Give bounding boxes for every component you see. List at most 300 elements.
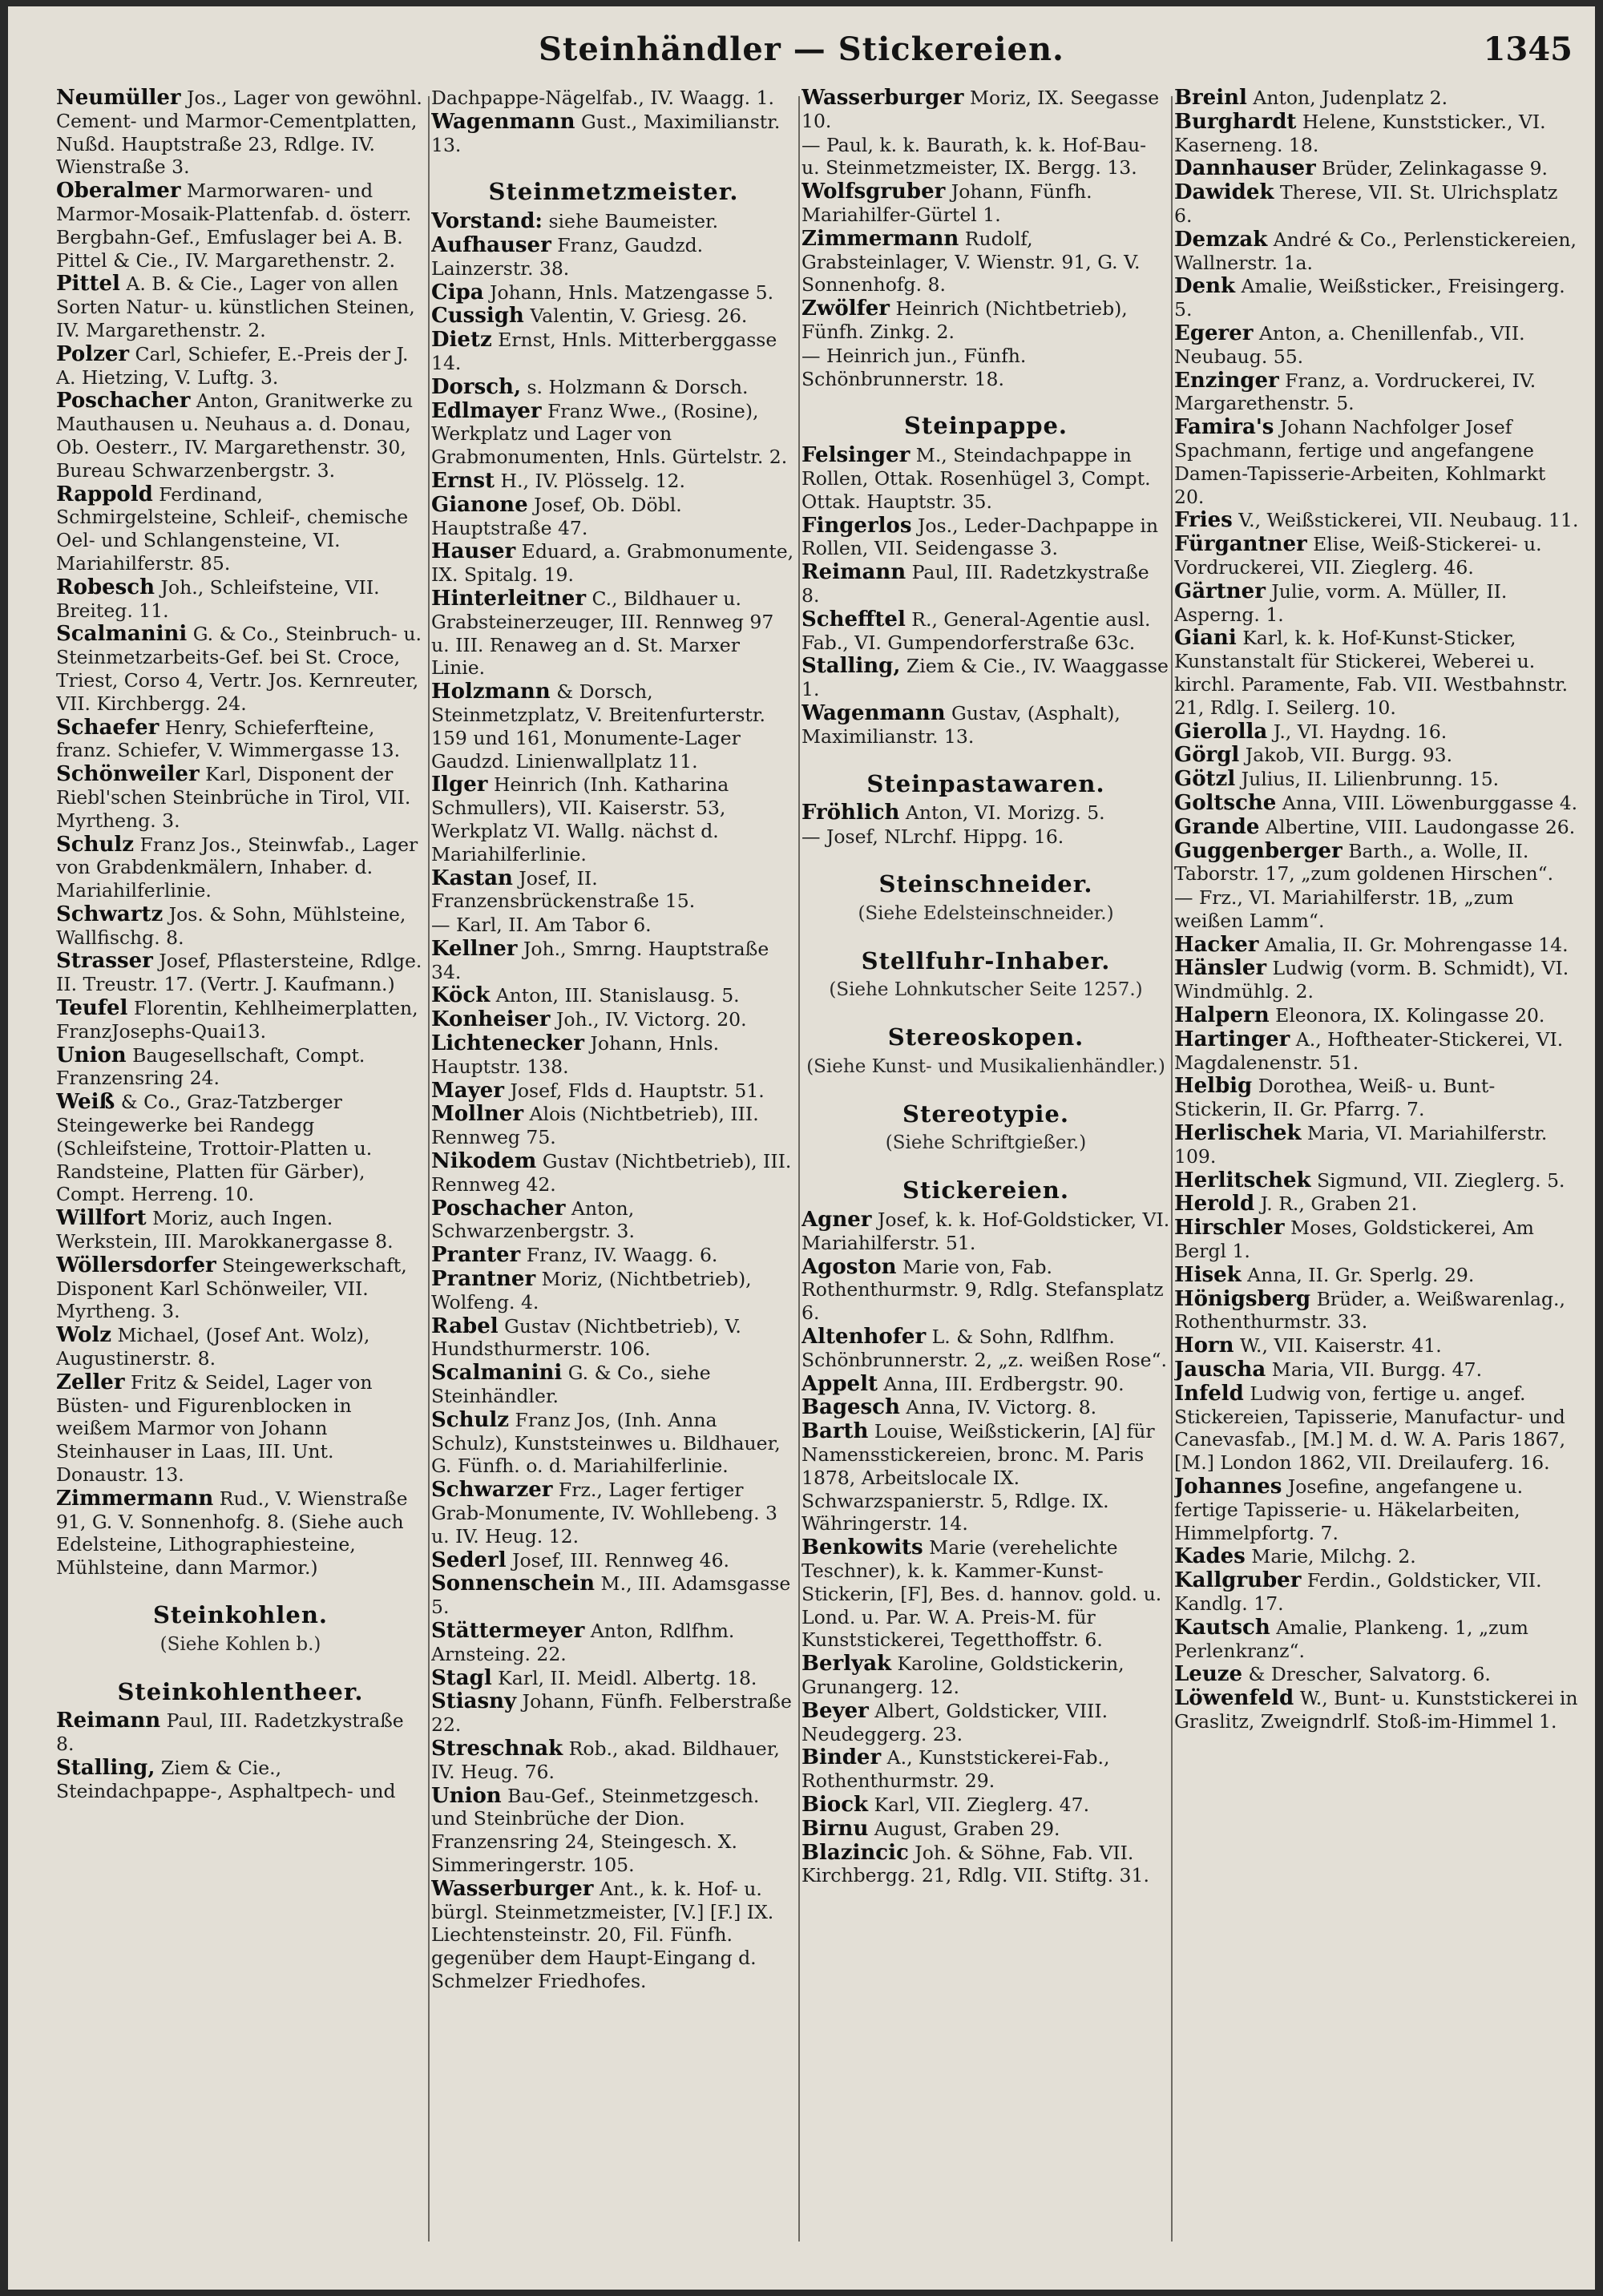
directory-entry — [1174, 228, 1579, 275]
entry-text: Johann Nachfolger Josef Spachmann, fertige und angefangene Damen-Tapisserie-Arbeiten, Kohlmarkt 20. — [1174, 416, 1546, 508]
directory-entry — [431, 867, 796, 914]
entry-text: Karl, II. Meidl. Albertg. 18. — [491, 1666, 757, 1689]
entry-text: Joh., IV. Victorg. 20. — [550, 1008, 747, 1031]
entry-text: — Heinrich jun., Fünfh. Schönbrunnerstr. 18. — [802, 344, 1027, 390]
directory-entry — [1174, 509, 1579, 532]
directory-entry — [1174, 1264, 1579, 1287]
entry-name: Stättermeyer — [431, 1619, 585, 1643]
entry-name: Willfort — [56, 1206, 147, 1231]
directory-entry — [56, 716, 425, 763]
directory-entry — [1174, 580, 1579, 627]
entry-name: Cussigh — [431, 304, 524, 329]
directory-entry — [1174, 369, 1579, 416]
entry-text: August, Graben 29. — [868, 1817, 1060, 1840]
entry-text: Franz Jos, (Inh. Anna Schulz), Kunststeinwes u. Bildhauer, G. Fünfh. o. d. Mariahilferlinie. — [431, 1408, 781, 1478]
entry-text: Heinrich (Nichtbetrieb), Fünfh. Zinkg. 2. — [802, 297, 1128, 343]
entry-text: Jos., Lager von gewöhnl. Cement- und Marmor-Cementplatten, Nußd. Hauptstraße 23, Rdlge. IV. Wienstraße 3. — [56, 87, 422, 179]
directory-entry — [1174, 1616, 1579, 1663]
directory-entry — [431, 680, 796, 773]
entry-name: Neumüller — [56, 87, 181, 110]
entry-text: Carl, Schiefer, E.-Preis der J. A. Hietzing, V. Luftg. 3. — [56, 342, 409, 389]
directory-entry — [802, 180, 1170, 227]
entry-name: Hisek — [1174, 1262, 1242, 1287]
directory-entry — [1174, 957, 1579, 1003]
entry-text: Amalia, II. Gr. Mohrengasse 14. — [1258, 933, 1569, 956]
directory-entry — [56, 343, 425, 389]
entry-text: Josef, III. Rennweg 46. — [506, 1548, 729, 1572]
entry-text: Bau-Gef., Steinmetzgesch. und Steinbrüche der Dion. Franzensring 24, Steingesch. X. Simmeringerstr. 105. — [431, 1784, 760, 1876]
column-rule — [428, 96, 430, 2242]
entry-text: Joh., Smrng. Hauptstraße 34. — [431, 937, 769, 983]
entry-text: Ernst, Hnls. Mitterberggasse 14. — [431, 329, 777, 374]
entry-name: Zeller — [56, 1370, 125, 1394]
entry-name: Kades — [1174, 1544, 1246, 1569]
entry-name: Egerer — [1174, 321, 1254, 345]
column-rule — [1171, 96, 1173, 2242]
entry-text: Josef, Ob. Döbl. Hauptstraße 47. — [431, 493, 682, 539]
directory-entry — [802, 1818, 1170, 1841]
directory-entry — [1174, 181, 1579, 228]
entry-name: Kallgruber — [1174, 1568, 1302, 1593]
entry-name: Wasserburger — [431, 1876, 594, 1901]
entry-name: Dietz — [431, 328, 492, 353]
see-reference: (Siehe Kohlen b.) — [159, 1633, 321, 1655]
entry-name: Helbig — [1174, 1074, 1253, 1099]
entry-name: Herlitschek — [1174, 1168, 1311, 1192]
directory-entry — [56, 763, 425, 832]
entry-text: Anton, III. Stanislausg. 5. — [490, 984, 740, 1007]
entry-text: Karl, VII. Zieglerg. 47. — [868, 1794, 1090, 1816]
entry-name: Union — [56, 1043, 127, 1067]
entry-name: Görgl — [1174, 743, 1240, 768]
entry-text: Frz., Lager fertiger Grab-Monumente, IV. Wohllebeng. 3 u. IV. Heug. 12. — [431, 1479, 777, 1547]
directory-entry — [56, 1324, 425, 1370]
entry-text: W., Bunt- u. Kunststickerei in Graslitz, Zweigndrlf. Stoß-im-Himmel 1. — [1174, 1687, 1578, 1733]
directory-entry — [802, 444, 1170, 513]
directory-entry — [802, 134, 1170, 180]
directory-entry — [56, 272, 425, 341]
entry-text: C., Bildhauer u. Grabsteinerzeuger, III. Rennweg 97 u. III. Renaweg an d. St. Marxer Linie. — [431, 587, 774, 680]
entry-name: Rabel — [431, 1313, 499, 1338]
entry-text: Dachpappe-Nägelfab., IV. Waagg. 1. — [431, 87, 775, 109]
entry-text: Maria, VII. Burgg. 47. — [1266, 1358, 1483, 1382]
directory-entry — [56, 1371, 425, 1487]
entry-text: Julie, vorm. A. Müller, II. Asperng. 1. — [1174, 579, 1508, 626]
entry-text: Josefine, angefangene u. fertige Tapisserie- u. Häkelarbeiten, Himmelpfortg. 7. — [1174, 1475, 1524, 1544]
entry-text: Eleonora, IX. Kolingasse 20. — [1269, 1004, 1545, 1027]
directory-entry — [802, 1536, 1170, 1652]
entry-name: Altenhofer — [802, 1325, 927, 1350]
entry-text: Alois (Nichtbetrieb), III. Rennweg 75. — [431, 1103, 759, 1149]
entry-text: Marie von, Fab. Rothenthurmstr. 9, Rdlg. Stefansplatz 6. — [802, 1255, 1164, 1325]
directory-entry — [802, 1746, 1170, 1793]
directory-entry — [1174, 1169, 1579, 1192]
entry-name: Teufel — [56, 996, 128, 1021]
entry-name: Schulz — [56, 832, 135, 857]
directory-entry — [1174, 627, 1579, 719]
entry-text: & Drescher, Salvatorg. 6. — [1242, 1663, 1491, 1686]
entry-text: J., VI. Haydng. 16. — [1267, 720, 1448, 743]
entry-text: Johann, Fünfh. Felberstraße 22. — [431, 1690, 792, 1737]
section-heading: Steinmetzmeister. — [488, 178, 739, 206]
entry-name: Hänsler — [1174, 956, 1267, 981]
entry-text: Brüder, Zelinkagasse 9. — [1315, 157, 1548, 180]
entry-text: Anton, Rdlfhm. Arnsteing. 22. — [431, 1620, 735, 1665]
entry-text: Rudolf, Grabsteinlager, V. Wienstr. 91, G. V. Sonnenhofg. 8. — [802, 227, 1141, 297]
entry-name: Biock — [802, 1793, 869, 1817]
entry-name: Dawidek — [1174, 180, 1274, 205]
directory-entry — [1174, 533, 1579, 579]
entry-text: Joh., Schleifsteine, VII. Breiteg. 11. — [56, 575, 380, 622]
directory-entry — [802, 297, 1170, 344]
section-heading: Steinschneider. — [878, 870, 1093, 898]
directory-entry — [431, 400, 796, 469]
entry-name: Rappold — [56, 482, 153, 506]
entry-text: Franz Wwe., (Rosine), Werkplatz und Lager von Grabmonumenten, Hnls. Gürtelstr. 2. — [431, 399, 788, 469]
directory-entry — [802, 1794, 1170, 1817]
entry-name: Barth — [802, 1419, 869, 1444]
entry-text: Fritz & Seidel, Lager von Büsten- und Figurenblocken in weißem Marmor von Johann Steinhauser in Laas, III. Unt. Donaustr. 13. — [56, 1370, 373, 1487]
entry-name: Wöllersdorfer — [56, 1253, 216, 1277]
directory-entry — [1174, 1004, 1579, 1027]
entry-name: Wagenmann — [802, 700, 946, 725]
see-reference: (Siehe Edelsteinschneider.) — [858, 902, 1114, 924]
directory-entry — [431, 1032, 796, 1079]
directory-entry — [802, 801, 1170, 825]
section-heading: Stereotypie. — [902, 1100, 1069, 1128]
directory-entry — [1174, 1192, 1579, 1216]
entry-text: Moriz, (Nichtbetrieb), Wolfeng. 4. — [431, 1268, 752, 1313]
directory-entry — [431, 1667, 796, 1690]
directory-entry — [56, 389, 425, 482]
entry-name: Cipa — [431, 280, 484, 305]
entry-text: — Paul, k. k. Baurath, k. k. Hof-Bau- u. Steinmetzmeister, IX. Bergg. 13. — [802, 133, 1147, 180]
directory-entry — [431, 1268, 796, 1314]
directory-entry — [431, 773, 796, 866]
entry-text: André & Co., Perlenstickereien, Wallnerstr. 1a. — [1174, 228, 1577, 274]
directory-entry — [431, 1103, 796, 1149]
entry-text: Ziem & Cie., Steindachpappe-, Asphaltpech- und — [56, 1756, 396, 1802]
entry-text: Anna, VIII. Löwenburggasse 4. — [1276, 791, 1578, 814]
entry-text: Josef, Flds d. Hauptstr. 51. — [503, 1079, 765, 1102]
entry-name: Pranter — [431, 1243, 521, 1268]
directory-entry — [431, 1150, 796, 1196]
directory-entry — [431, 1549, 796, 1572]
entry-name: Appelt — [802, 1371, 878, 1396]
entry-name: Hinterleitner — [431, 586, 587, 611]
column-4 — [1174, 87, 1579, 2274]
directory-entry — [431, 1244, 796, 1267]
entry-text: siehe Baumeister. — [543, 210, 719, 233]
entry-name: Wolfsgruber — [802, 180, 946, 204]
directory-entry — [431, 1737, 796, 1784]
entry-text: H., IV. Plösselg. 12. — [495, 469, 685, 492]
entry-text: Paul, III. Radetzkystraße 8. — [56, 1709, 404, 1756]
directory-entry — [431, 1572, 796, 1619]
directory-entry — [431, 1079, 796, 1103]
directory-entry — [56, 180, 425, 272]
entry-name: Zwölfer — [802, 297, 890, 321]
directory-entry — [1174, 1122, 1579, 1168]
entry-name: Fingerlos — [802, 513, 912, 538]
entry-name: Aufhauser — [431, 232, 551, 257]
column-rule — [798, 96, 800, 2242]
entry-name: Stiasny — [431, 1689, 517, 1714]
directory-entry — [431, 1620, 796, 1666]
entry-text: Amalie, Weißsticker., Freisingerg. 5. — [1174, 275, 1565, 321]
entry-text: Franz, Gaudzd. Lainzerstr. 38. — [431, 233, 704, 280]
entry-text: Marmorwaren- und Marmor-Mosaik-Plattenfab. d. österr. Bergbahn-Gef., Emfuslager bei A. B. Pittel & Cie., IV. Margarethenstr. 2. — [56, 180, 412, 272]
entry-name: Denk — [1174, 274, 1236, 299]
entry-text: Marie, Milchg. 2. — [1245, 1545, 1416, 1568]
entry-text: Jakob, VII. Burgg. 93. — [1239, 744, 1453, 767]
entry-text: Helene, Kunststicker., VI. Kaserneng. 18. — [1174, 110, 1546, 156]
entry-text: Franz, IV. Waagg. 6. — [520, 1244, 718, 1267]
column-1 — [56, 87, 425, 2274]
directory-entry — [431, 281, 796, 305]
directory-entry — [802, 825, 1170, 849]
entry-text: Elise, Weiß-Stickerei- u. Vordruckerei, VII. Zieglerg. 46. — [1174, 533, 1542, 579]
directory-entry — [431, 376, 796, 399]
directory-entry — [56, 483, 425, 575]
entry-name: Fröhlich — [802, 801, 900, 825]
entry-name: Famira's — [1174, 415, 1274, 440]
entry-name: Bagesch — [802, 1395, 900, 1420]
directory-entry — [431, 1690, 796, 1737]
entry-text: Brüder, a. Weißwarenlag., Rothenthurmstr. 33. — [1174, 1287, 1565, 1334]
entry-text: J. R., Graben 21. — [1254, 1192, 1418, 1216]
entry-text: Louise, Weißstickerin, [A] für Namensstickereien, bronc. M. Paris 1878, Arbeitslocale IX. Schwarzspanierstr. 5, Rdlge. IX. Währingerstr. 14. — [802, 1420, 1155, 1535]
entry-name: Wolz — [56, 1323, 112, 1348]
directory-entry — [56, 1709, 425, 1756]
entry-name: Schwartz — [56, 902, 164, 926]
directory-entry — [1174, 792, 1579, 815]
directory-entry — [802, 1652, 1170, 1699]
directory-entry — [1174, 111, 1579, 157]
entry-name: Schaefer — [56, 715, 159, 740]
column-2 — [431, 87, 796, 2274]
entry-text: Moriz, IX. Seegasse 10. — [802, 87, 1160, 132]
entry-name: Lichtenecker — [431, 1031, 584, 1056]
running-title: Steinhändler — Stickereien. — [539, 30, 1064, 68]
directory-entry — [56, 833, 425, 902]
directory-entry — [431, 305, 796, 328]
directory-entry — [431, 984, 796, 1007]
directory-entry — [1174, 1475, 1579, 1544]
directory-entry — [1174, 768, 1579, 791]
see-reference: (Siehe Kunst- und Musikalienhändler.) — [806, 1055, 1165, 1077]
entry-name: Hacker — [1174, 932, 1259, 957]
entry-text: Anton, Judenplatz 2. — [1246, 87, 1448, 109]
directory-entry — [431, 1785, 796, 1877]
directory-entry — [431, 587, 796, 680]
entry-text: Josef, Pflastersteine, Rdlge. II. Treustr. 17. (Vertr. J. Kaufmann.) — [56, 950, 422, 996]
entry-text: Ferdin., Goldsticker, VII. Kandlg. 17. — [1174, 1569, 1542, 1615]
page-header — [8, 30, 1595, 87]
entry-text: & Dorsch, Steinmetzplatz, V. Breitenfurterstr. 159 und 161, Monumente-Lager Gaudzd. Linienwallplatz 11. — [431, 680, 765, 773]
entry-text: Ludwig (vorm. B. Schmidt), VI. Windmühlg. 2. — [1174, 957, 1569, 1003]
entry-name: Löwenfeld — [1174, 1686, 1294, 1711]
entry-name: Scalmanini — [431, 1361, 563, 1386]
directory-entry — [431, 111, 796, 157]
directory-entry — [56, 576, 425, 623]
entry-name: Guggenberger — [1174, 838, 1343, 863]
entry-text: Anton, a. Chenillenfab., VII. Neubaug. 55. — [1174, 321, 1525, 368]
entry-name: Birnu — [802, 1816, 869, 1841]
directory-entry — [802, 87, 1170, 133]
entry-text: Marie (verehelichte Teschner), k. k. Kammer-Kunst-Stickerin, [F], Bes. d. hannov. gold. u. Lond. u. Par. W. A. Preis-M. für Kunststickerei, Tegetthoffstr. 6. — [802, 1536, 1162, 1652]
entry-text: Therese, VII. St. Ulrichsplatz 6. — [1174, 181, 1558, 227]
entry-text: s. Holzmann & Dorsch. — [521, 375, 749, 398]
entry-name: Hirschler — [1174, 1216, 1285, 1241]
directory-entry — [431, 1008, 796, 1031]
entry-name: Mayer — [431, 1078, 504, 1103]
directory-entry — [1174, 744, 1579, 767]
entry-text: M., III. Adamsgasse 5. — [431, 1572, 791, 1619]
column-3 — [802, 87, 1170, 2274]
directory-page — [8, 6, 1595, 2290]
directory-entry — [802, 655, 1170, 701]
directory-entry — [56, 623, 425, 715]
entry-name: Kellner — [431, 936, 518, 961]
entry-name: Halpern — [1174, 1003, 1270, 1028]
entry-text: Julius, II. Lilienbrunng. 15. — [1235, 768, 1500, 791]
directory-entry — [802, 1209, 1170, 1255]
directory-entry — [1174, 720, 1579, 744]
directory-entry — [802, 1420, 1170, 1535]
entry-text: V., Weißstickerei, VII. Neubaug. 11. — [1232, 509, 1579, 532]
entry-name: Schwarzer — [431, 1478, 553, 1503]
entry-name: Herlischek — [1174, 1121, 1302, 1146]
entry-text: G. & Co., Steinbruch- u. Steinmetzarbeits-Gef. bei St. Croce, Triest, Corso 4, Vertr. Jos. Kernreuter, VII. Kirchbergg. 24. — [56, 623, 422, 715]
entry-text: Dorothea, Weiß- u. Bunt-Stickerin, II. Gr. Pfarrg. 7. — [1174, 1075, 1496, 1121]
entry-text: Maria, VI. Mariahilferstr. 109. — [1174, 1122, 1548, 1168]
entry-name: Poschacher — [431, 1196, 566, 1221]
entry-text: Karoline, Goldstickerin, Grunangerg. 12. — [802, 1652, 1125, 1699]
section-heading: Stereoskopen. — [887, 1023, 1084, 1051]
section-heading: Steinkohlen. — [152, 1601, 329, 1628]
entry-name: Union — [431, 1783, 502, 1808]
entry-name: Zimmermann — [56, 1486, 214, 1511]
entry-name: Weiß — [56, 1090, 115, 1115]
entry-text: Gustav, (Asphalt), Maximilianstr. 13. — [802, 701, 1120, 748]
see-reference: (Siehe Lohnkutscher Seite 1257.) — [829, 979, 1143, 1001]
directory-entry — [1174, 816, 1579, 839]
entry-name: Gärtner — [1174, 579, 1266, 603]
entry-text: Moriz, auch Ingen. Werkstein, III. Marokkanergasse 8. — [56, 1207, 394, 1253]
entry-name: Breinl — [1174, 87, 1247, 110]
entry-name: Scalmanini — [56, 622, 188, 647]
entry-text: Franz Jos., Steinwfab., Lager von Grabdenkmälern, Inhaber. d. Mariahilferlinie. — [56, 833, 418, 902]
entry-name: Hönigsberg — [1174, 1286, 1311, 1311]
page-number: 1345 — [1483, 30, 1573, 68]
entry-text: Henry, Schieferfteine, franz. Schiefer, V. Wimmergasse 13. — [56, 716, 401, 762]
entry-name: Strasser — [56, 949, 153, 974]
entry-name: Infeld — [1174, 1381, 1244, 1406]
entry-name: Gianone — [431, 492, 528, 517]
entry-text: Baugesellschaft, Compt. Franzensring 24. — [56, 1043, 365, 1090]
entry-text: Heinrich (Inh. Katharina Schmullers), VII. Kaiserstr. 53, Werkplatz VI. Wallg. nächst d. Mariahilferlinie. — [431, 773, 729, 866]
directory-entry — [1174, 1663, 1579, 1686]
section-heading: Stellfuhr-Inhaber. — [861, 946, 1111, 974]
directory-entry — [431, 470, 796, 493]
entry-text: Anna, IV. Victorg. 8. — [899, 1396, 1097, 1419]
directory-entry — [1174, 1687, 1579, 1733]
entry-text: Rob., akad. Bildhauer, IV. Heug. 76. — [431, 1737, 780, 1783]
entry-text: A., Kunststickerei-Fab., Rothenthurmstr. 29. — [802, 1746, 1110, 1793]
entry-text: Anna, II. Gr. Sperlg. 29. — [1241, 1263, 1475, 1286]
directory-entry — [1174, 840, 1579, 886]
directory-entry — [56, 950, 425, 996]
entry-name: Enzinger — [1174, 368, 1279, 393]
entry-text: R., General-Agentie ausl. Fab., VI. Gumpendorferstraße 63c. — [802, 607, 1151, 654]
directory-entry — [802, 608, 1170, 655]
directory-entry — [1174, 157, 1579, 180]
entry-text: Franz, a. Vordruckerei, IV. Margarethenstr. 5. — [1174, 369, 1536, 415]
entry-name: Stagl — [431, 1665, 492, 1690]
entry-text: Barth., a. Wolle, II. Taborstr. 17, „zum goldenen Hirschen“. — [1174, 839, 1554, 886]
entry-name: Demzak — [1174, 227, 1268, 252]
directory-entry — [56, 1207, 425, 1253]
directory-entry — [1174, 416, 1579, 508]
entry-name: Goltsche — [1174, 790, 1277, 815]
entry-text: Amalie, Plankeng. 1, „zum Perlenkranz“. — [1174, 1616, 1528, 1662]
entry-name: Johannes — [1174, 1475, 1282, 1499]
entry-name: Fürgantner — [1174, 532, 1307, 557]
entry-name: Schulz — [431, 1407, 510, 1432]
entry-text: Anton, Schwarzenbergstr. 3. — [431, 1196, 635, 1243]
entry-name: Prantner — [431, 1267, 536, 1292]
entry-name: Agoston — [802, 1254, 897, 1279]
entry-name: Binder — [802, 1745, 882, 1770]
directory-entry — [1174, 1075, 1579, 1121]
entry-text: — Karl, II. Am Tabor 6. — [431, 914, 652, 937]
directory-entry — [431, 1315, 796, 1362]
entry-name: Horn — [1174, 1334, 1234, 1358]
directory-entry — [431, 1197, 796, 1244]
entry-name: Jauscha — [1174, 1358, 1266, 1382]
entry-text: Gustav (Nichtbetrieb), III. Rennweg 42. — [431, 1150, 792, 1196]
directory-entry — [56, 1757, 425, 1803]
entry-text: Ferdinand, Schmirgelsteine, Schleif-, chemische Oel- und Schlangensteine, VI. Mariahilferstr. 85. — [56, 482, 409, 575]
directory-entry — [431, 1362, 796, 1408]
entry-name: Hauser — [431, 539, 516, 564]
directory-entry — [431, 540, 796, 587]
entry-name: Sederl — [431, 1547, 507, 1572]
entry-name: Grande — [1174, 814, 1260, 839]
directory-entry — [56, 997, 425, 1043]
entry-text: Rud., V. Wienstraße 91, G. V. Sonnenhofg. 8. (Siehe auch Edelsteine, Lithographiesteine, Mühlsteine, dann Marmor.) — [56, 1487, 408, 1580]
entry-text: Michael, (Josef Ant. Wolz), Augustinerstr. 8. — [56, 1324, 370, 1370]
entry-name: Blazincic — [802, 1840, 909, 1865]
directory-entry — [802, 1842, 1170, 1888]
entry-name: Schönweiler — [56, 762, 200, 787]
directory-entry — [431, 1878, 796, 1993]
entry-text: Ant., k. k. Hof- u. bürgl. Steinmetzmeister, [V.] [F.] IX. Liechtensteinstr. 20, Fil. Fünfh. gegenüber dem Haupt-Eingang d. Schmelzer Friedhofes. — [431, 1877, 774, 1992]
directory-entry — [431, 938, 796, 984]
entry-name: Benkowits — [802, 1535, 923, 1560]
directory-entry — [431, 87, 796, 110]
entry-text: Johann, Hnls. Matzengasse 5. — [483, 280, 774, 304]
entry-text: — Josef, NLrchf. Hippg. 16. — [802, 825, 1064, 849]
entry-text: Sigmund, VII. Zieglerg. 5. — [1310, 1168, 1565, 1192]
entry-text: Anton, VI. Morizg. 5. — [899, 801, 1105, 825]
entry-text: Paul, III. Radetzkystraße 8. — [802, 561, 1149, 607]
directory-entry — [431, 1409, 796, 1478]
section-heading: Steinkohlentheer. — [117, 1677, 364, 1705]
directory-entry — [802, 702, 1170, 749]
entry-name: Konheiser — [431, 1007, 551, 1032]
